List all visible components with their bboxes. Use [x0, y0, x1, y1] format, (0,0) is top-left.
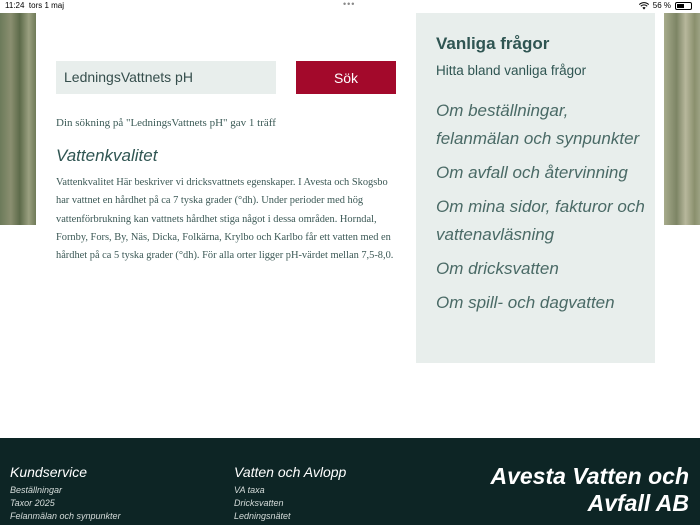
search-button[interactable]: Sök	[296, 61, 396, 94]
faq-subtitle: Hitta bland vanliga frågor	[436, 63, 587, 78]
faq-link-waste[interactable]: Om avfall och återvinning	[436, 163, 628, 182]
footer-link[interactable]: Ledningsnätet	[234, 511, 291, 521]
faq-link-drinking-water[interactable]: Om dricksvatten	[436, 259, 559, 278]
faq-panel	[416, 13, 655, 363]
footer-brand-logo[interactable]: Avesta Vatten och Avfall AB	[490, 463, 689, 516]
footer-link[interactable]: Taxor 2025	[10, 498, 55, 508]
result-title-link[interactable]: Vattenkvalitet	[56, 146, 158, 165]
status-right	[639, 1, 692, 10]
battery-icon	[675, 2, 692, 10]
faq-title: Vanliga frågor	[436, 34, 550, 53]
footer-link[interactable]: Felanmälan och synpunkter	[10, 511, 121, 521]
faq-link-my-pages[interactable]: Om mina sidor, fakturor och vattenavläsning	[436, 197, 645, 244]
status-time: 11:24 tors 1 maj	[5, 1, 65, 10]
background-photo-right	[664, 13, 700, 225]
status-bar	[0, 0, 700, 13]
multitask-dots-icon[interactable]: •••	[343, 0, 356, 9]
result-excerpt: Vattenkvalitet Här beskriver vi dricksvattnets egenskaper. I Avesta och Skogsbo har vattnet en hårdhet på ca 7 tyska grader (°dh). Under perioder med hög vattenförbrukning kan vattnets hårdhet stiga något i dessa områden. Horndal, Fornby, Fors, By, Näs, Dicka, Folkärna, Krylbo och Karlbo får ett vatten med en hårdhet på ca 5 tyska grader (°dh). För alla orter ligger pH-värdet mellan 7,5-8,0.	[56, 177, 394, 262]
faq-list	[436, 97, 651, 323]
footer-heading: Kundservice	[10, 464, 88, 480]
footer-heading: Vatten och Avlopp	[234, 464, 347, 480]
search-result-count: Din sökning på "LedningsVattnets pH" gav 1 träff	[56, 117, 276, 129]
battery-percent: 56 %	[652, 1, 671, 10]
faq-link-storm-water[interactable]: Om spill- och dagvatten	[436, 293, 615, 312]
battery-fill	[677, 4, 684, 8]
footer-col-customer-service	[10, 464, 121, 523]
footer-link[interactable]: VA taxa	[234, 485, 265, 495]
background-photo-left	[0, 13, 36, 225]
footer-link[interactable]: Beställningar	[10, 485, 63, 495]
wifi-icon	[639, 2, 649, 10]
faq-link-orders[interactable]: Om beställningar, felanmälan och synpunkter	[436, 101, 640, 148]
footer-link[interactable]: Dricksvatten	[234, 498, 284, 508]
footer	[0, 438, 700, 525]
footer-col-water-sewage	[234, 464, 346, 523]
search-input[interactable]	[56, 61, 276, 94]
